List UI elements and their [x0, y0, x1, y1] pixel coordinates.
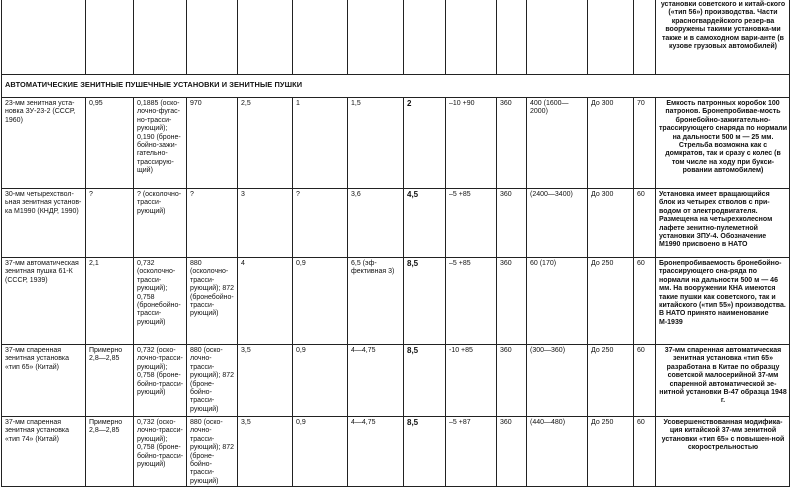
cell: 60 [634, 258, 656, 345]
cell: 0,95 [86, 98, 134, 189]
cell: 2 [404, 98, 446, 189]
cell: До 250 [588, 258, 634, 345]
cell: 1,5 [348, 98, 404, 189]
cell: 360 [497, 417, 527, 487]
cell: 8,5 [404, 417, 446, 487]
cell: 3 [238, 189, 293, 258]
cell: Примерно 2,8—2,85 [86, 345, 134, 417]
cell: 6,5 (эф-фективная 3) [348, 258, 404, 345]
cell: –10 +90 [446, 98, 497, 189]
note-cell: Усовершенствованная модифика-ция китайской 37-мм зенитной установки «тип 65» с повышен-ной скорострельностью [656, 417, 790, 487]
cell: 1 [293, 98, 348, 189]
table-row [2, 345, 790, 417]
cell: 4—4,75 [348, 417, 404, 487]
cell: 4,5 [404, 189, 446, 258]
cell: 60 [634, 189, 656, 258]
cell: (300—360) [527, 345, 588, 417]
cell: 60 [634, 345, 656, 417]
cell: 4—4,75 [348, 345, 404, 417]
table-row [2, 258, 790, 345]
cell: 8,5 [404, 345, 446, 417]
cell: 880 (осколочно-трасси-рующий); 872 (бронебойно-трасси-рующий) [187, 258, 238, 345]
cell: 0,9 [293, 258, 348, 345]
cell: 0,732 (оско-лочно-трасси-рующий); 0,758 (броне-бойно-трасси-рующий) [134, 345, 187, 417]
cell: ? [187, 189, 238, 258]
cell: 0,1885 (оско-лочно-фугас-но-трасси-рующий); 0,190 (броне-бойно-зажи-гательно-трассирую-щий) [134, 98, 187, 189]
cell: 3,6 [348, 189, 404, 258]
section-row [2, 75, 790, 98]
cell: До 300 [588, 189, 634, 258]
cell: 0,732 (осколочно-трасси-рующий); 0,758 (бронебойно-трасси-рующий) [134, 258, 187, 345]
weapons-table [1, 0, 790, 487]
cell: 360 [497, 345, 527, 417]
weapon-name: 30-мм четырехствол-ьная зенитная установ-ка М1990 (КНДР, 1990) [2, 189, 86, 258]
weapon-name: 37-мм автоматическая зенитная пушка 61-К (СССР, 1939) [2, 258, 86, 345]
cell: ? [86, 189, 134, 258]
cell: –5 +85 [446, 258, 497, 345]
cell: 4 [238, 258, 293, 345]
cell: ? (осколочно-трасси-рующий) [134, 189, 187, 258]
weapon-name: 23-мм зенитная уста-новка ЗУ-23-2 (СССР, 1960) [2, 98, 86, 189]
cell: (2400—3400) [527, 189, 588, 258]
cell: 0,9 [293, 345, 348, 417]
cell: 880 (оско-лочно-трасси-рующий); 872 (броне-бойно-трасси-рующий) [187, 345, 238, 417]
cell: 970 [187, 98, 238, 189]
cell: –5 +87 [446, 417, 497, 487]
cell: Примерно 2,8—2,85 [86, 417, 134, 487]
cell: 70 [634, 98, 656, 189]
table-row [2, 98, 790, 189]
note-cell: Бронепробиваемость бронебойно-трассирующего сна-ряда по нормали на дальности 500 м — 46 мм. На вооружении КНА имеются такие пушки как советского, так и китайского («тип 55») производства. В НАТО принято наименование М-1939 [656, 258, 790, 345]
section-title: АВТОМАТИЧЕСКИЕ ЗЕНИТНЫЕ ПУШЕЧНЫЕ УСТАНОВКИ И ЗЕНИТНЫЕ ПУШКИ [2, 75, 790, 98]
cell: До 300 [588, 98, 634, 189]
weapon-name: 37-мм спаренная зенитная установка «тип 65» (Китай) [2, 345, 86, 417]
weapon-name: 37-мм спаренная зенитная установка «тип 74» (Китай) [2, 417, 86, 487]
cell: 60 [634, 417, 656, 487]
cell: (440—480) [527, 417, 588, 487]
note-cell: Установка имеет вращающийся блок из четырех стволов с при-водом от электродвигателя. Размещена на четырехколесном лафете зенитно-пулеметной установки ЗПУ-4. Обозначение М1990 присвоено в НАТО [656, 189, 790, 258]
cell: 880 (оско-лочно-трасси-рующий); 872 (броне-бойно-трасси-рующий) [187, 417, 238, 487]
note-cell: Емкость патронных коробок 100 патронов. Бронепробивае-мость бронебойно-зажигательно-трассирующего снаряда по нормали на дальности 500 м — 25 мм. Стрельба возможна как с домкратов, так и сразу с колес (в том числе на ходу при букси-ровании автомобилем) [656, 98, 790, 189]
cell: –5 +85 [446, 189, 497, 258]
table-row [2, 417, 790, 487]
cell: 3,5 [238, 345, 293, 417]
cell: 2,5 [238, 98, 293, 189]
cell: 400 (1600—2000) [527, 98, 588, 189]
cell: 60 (170) [527, 258, 588, 345]
cell: 360 [497, 189, 527, 258]
cell: 3,5 [238, 417, 293, 487]
cell: 360 [497, 98, 527, 189]
table-row-previous [2, 0, 790, 75]
table-row [2, 189, 790, 258]
cell: 2,1 [86, 258, 134, 345]
cell: 360 [497, 258, 527, 345]
cell: ? [293, 189, 348, 258]
cell: 0,732 (оско-лочно-трасси-рующий); 0,758 (броне-бойно-трасси-рующий) [134, 417, 187, 487]
note-cell: установки советского и китай-ского («тип 56») производства. Части красногвардейского резер-ва вооружены такими установка-ми также и в самоходном вари-анте (в кузове грузовых автомобилей) [656, 0, 790, 75]
cell: -10 +85 [446, 345, 497, 417]
note-cell: 37-мм спаренная автоматическая зенитная установка «тип 65» разработана в Китае по образцу советской малосерийной 37-мм спаренной автоматической зе-нитной установки В-47 образца 1948 г. [656, 345, 790, 417]
cell: 8,5 [404, 258, 446, 345]
cell: 0,9 [293, 417, 348, 487]
cell: До 250 [588, 417, 634, 487]
cell: До 250 [588, 345, 634, 417]
